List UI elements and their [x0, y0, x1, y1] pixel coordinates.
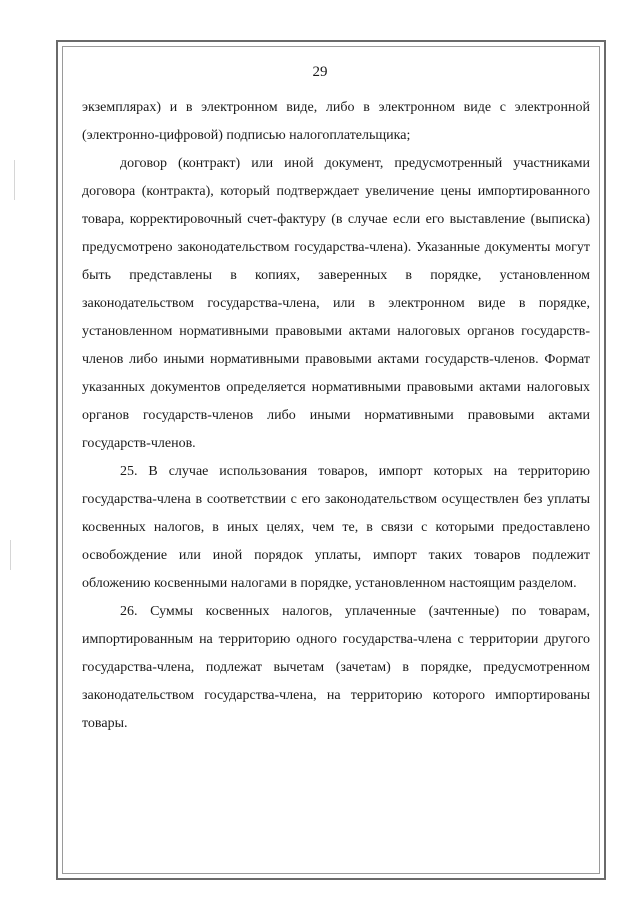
page-number: 29: [312, 64, 328, 80]
scan-margin-mark: [10, 540, 11, 570]
paragraph-item-26: 26. Суммы косвенных налогов, уплаченные (зачтенные) по товарам, импортированным на территорию одного государства-члена с территории другого государства-члена, подлежат вычетам (зачетам) в порядке, предусмотренном законодательством государства-члена, на территорию которого импортированы товары.: [82, 604, 590, 731]
paragraph-continuation: экземплярах) и в электронном виде, либо в электронном виде с электронной (электронно-цифровой) подписью налогоплательщика;: [82, 100, 590, 143]
scan-margin-mark: [14, 160, 15, 200]
paragraph-contract: договор (контракт) или иной документ, предусмотренный участниками договора (контракта), который подтверждает увеличение цены импортированного товара, корректировочный счет-фактуру (в случае если его выставление (выписка) предусмотрено законодательством государства-члена). Указанные документы могут быть представлены в копиях, заверенных в порядке, установленном законодательством государства-члена, или в электронном виде в порядке, установленном нормативными правовыми актами налоговых органов государств-членов либо иными нормативными правовыми актами государств-членов. Формат указанных документов определяется нормативными правовыми актами налоговых органов государств-членов либо иными нормативными правовыми актами государств-членов.: [82, 156, 590, 451]
paragraph-item-25: 25. В случае использования товаров, импорт которых на территорию государства-члена в соответствии с его законодательством осуществлен без уплаты косвенных налогов, в иных целях, чем те, в связи с которыми предоставлено освобождение или иной порядок уплаты, импорт таких товаров подлежит обложению косвенными налогами в порядке, установленном настоящим разделом.: [82, 464, 590, 591]
document-body: [82, 94, 590, 738]
